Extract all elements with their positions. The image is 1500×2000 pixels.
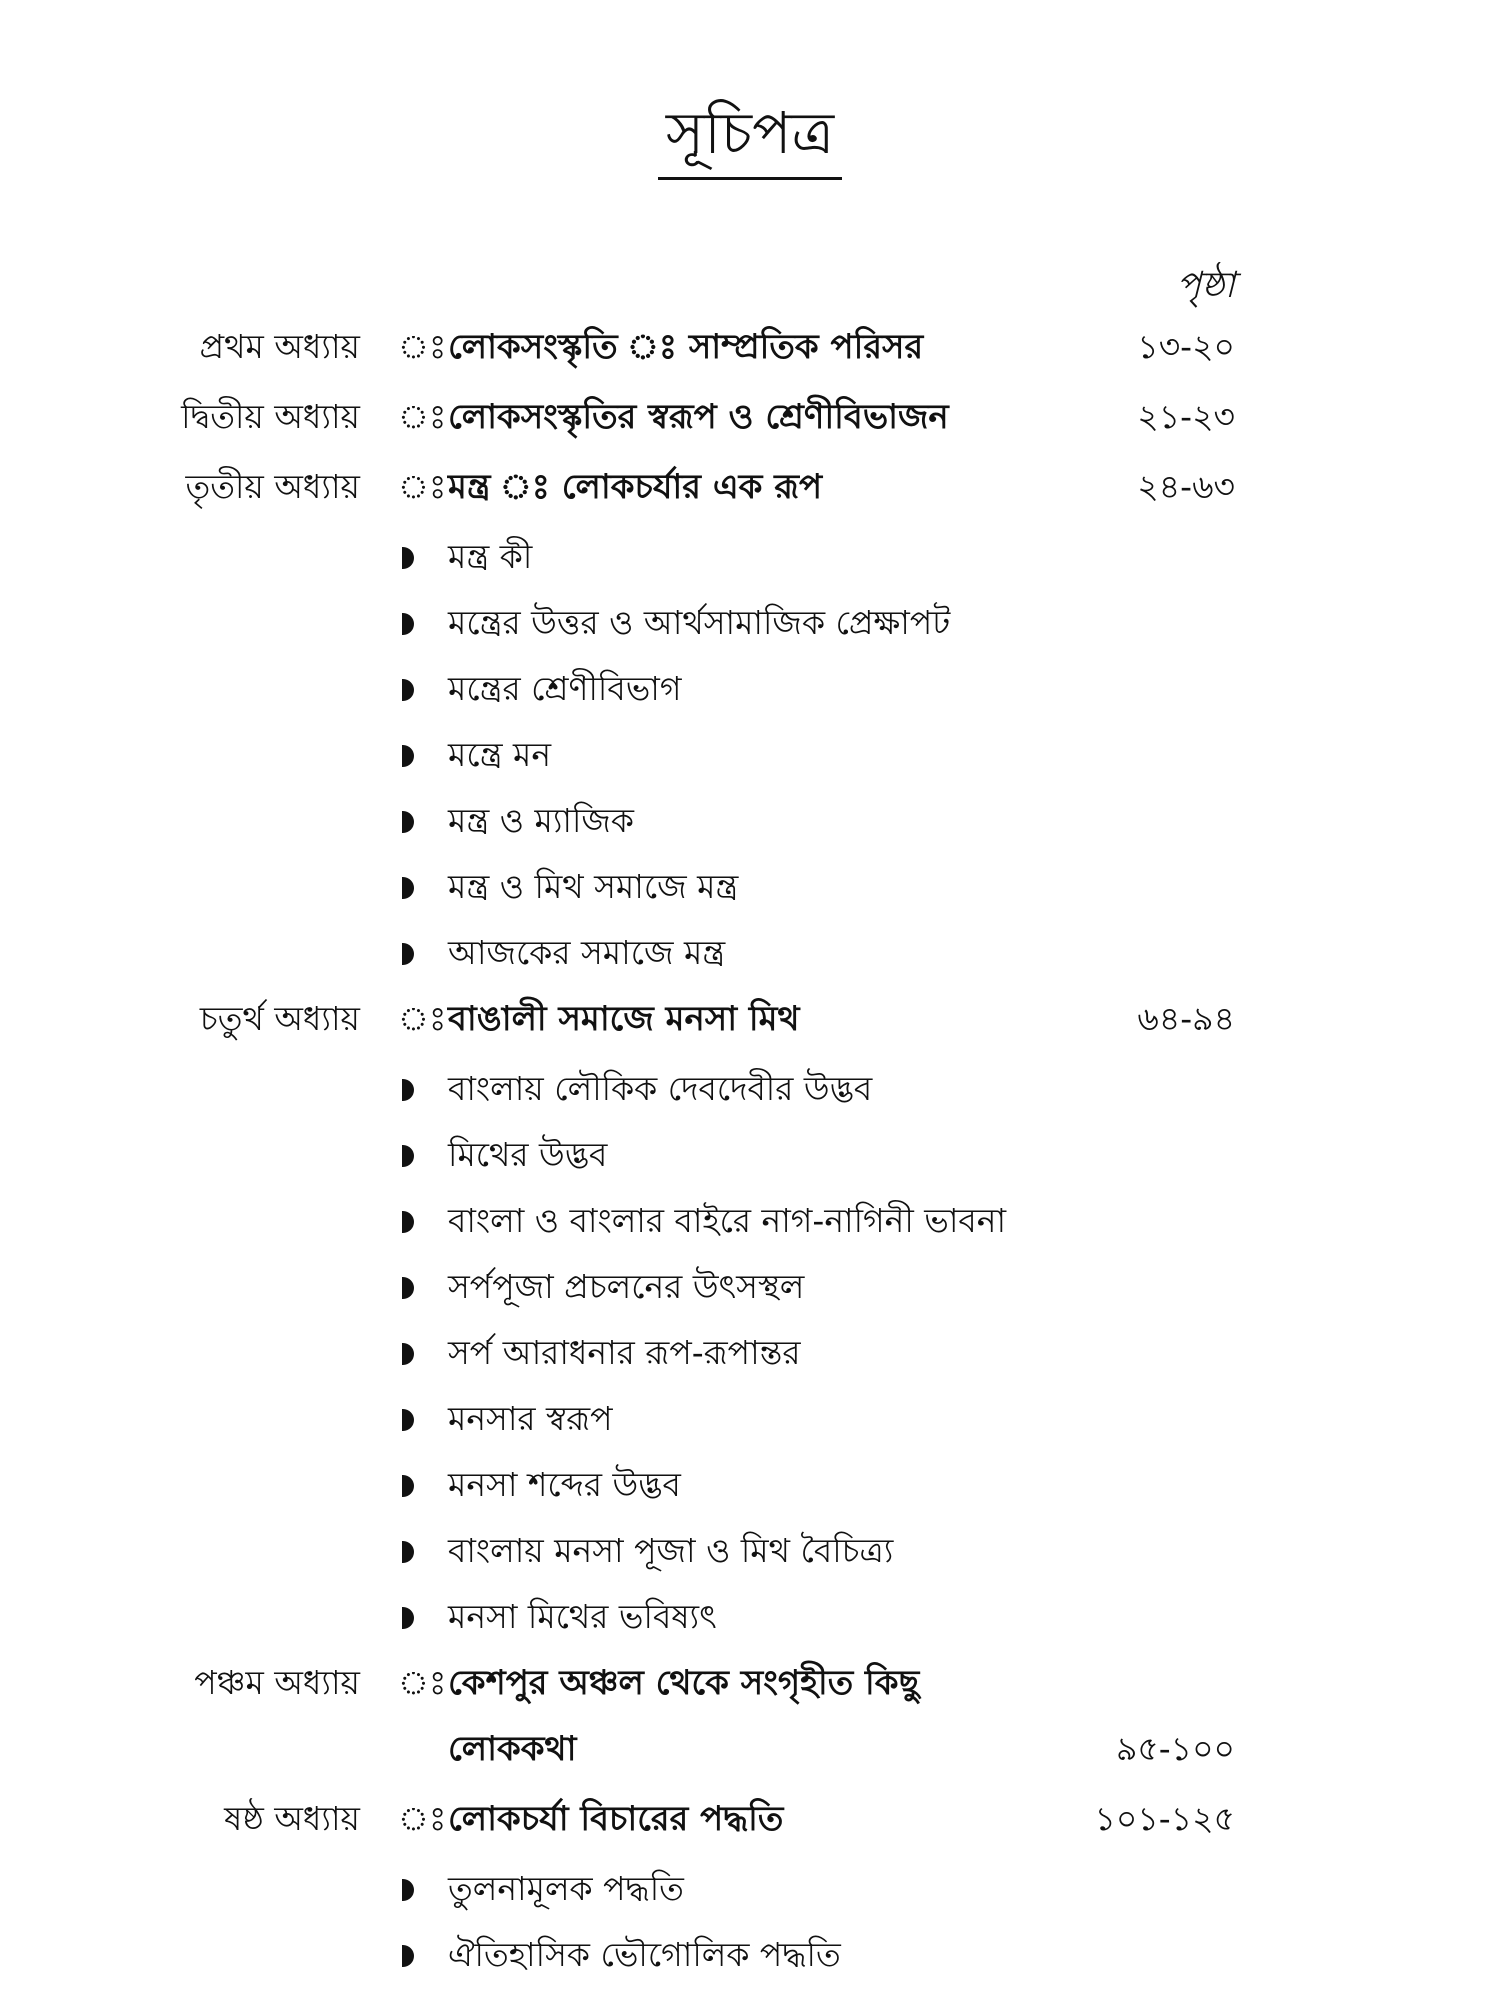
chapter-row [0, 992, 1500, 1062]
chapter-pages: ২৪-৬৩ [1137, 467, 1235, 506]
bullet-icon [402, 1475, 414, 1497]
section-title: মন্ত্র ও মিথ সমাজে মন্ত্র [448, 867, 739, 906]
bullet-icon [402, 1211, 414, 1233]
chapter-name: চতুর্থ অধ্যায় [199, 999, 360, 1038]
chapter-row [0, 1792, 1500, 1862]
section-title: বাংলায় লৌকিক দেবদেবীর উদ্ভব [448, 1069, 873, 1108]
list-item [0, 926, 1500, 992]
list-item [0, 1458, 1500, 1524]
page-title: সূচিপত্র [658, 100, 842, 180]
chapter-separator: ঃ [398, 999, 447, 1038]
section-title: মন্ত্রের শ্রেণীবিভাগ [448, 669, 682, 708]
section-title: মন্ত্রের উত্তর ও আর্থসামাজিক প্রেক্ষাপট [448, 603, 951, 642]
bullet-icon [402, 1945, 414, 1967]
chapter-separator: ঃ [398, 467, 447, 506]
section-title: মন্ত্রে মন [448, 735, 552, 774]
chapter-pages: ৯৫-১০০ [1115, 1729, 1235, 1768]
list-item [0, 530, 1500, 596]
list-item [0, 1194, 1500, 1260]
list-item [0, 662, 1500, 728]
section-title: মনসা মিথের ভবিষ্যৎ [448, 1597, 717, 1636]
section-title: সর্পপূজা প্রচলনের উৎসস্থল [448, 1267, 805, 1306]
list-item [0, 596, 1500, 662]
list-item [0, 1862, 1500, 1928]
chapter-pages: ১০১-১২৫ [1094, 1799, 1235, 1838]
list-item [0, 1928, 1500, 1994]
chapter-separator: ঃ [398, 327, 447, 366]
chapter-heading: লোকসংস্কৃতির স্বরূপ ও শ্রেণীবিভাজন [448, 397, 949, 437]
chapter-row [0, 1656, 1500, 1722]
section-title: মিথের উদ্ভব [448, 1135, 608, 1174]
chapter-heading: বাঙালী সমাজে মনসা মিথ [448, 999, 800, 1039]
section-title: সর্প আরাধনার রূপ-রূপান্তর [448, 1333, 801, 1372]
bullet-icon [402, 943, 414, 965]
chapter-heading: কেশপুর অঞ্চল থেকে সংগৃহীত কিছু [448, 1663, 920, 1703]
section-title: মনসার স্বরূপ [448, 1399, 613, 1438]
bullet-icon [402, 877, 414, 899]
section-title: বাংলায় মনসা পূজা ও মিথ বৈচিত্র্য [448, 1531, 894, 1570]
bullet-icon [402, 1145, 414, 1167]
chapter-pages: ২১-২৩ [1137, 397, 1235, 436]
bullet-icon [402, 613, 414, 635]
chapter-pages: ৬৪-৯৪ [1137, 999, 1235, 1038]
page-column-label: পৃষ্ঠা [1176, 265, 1235, 306]
section-title: আজকের সমাজে মন্ত্র [448, 933, 726, 972]
chapter-row [0, 390, 1500, 460]
chapter-heading: লোকসংস্কৃতি ঃ সাম্প্রতিক পরিসর [448, 327, 924, 367]
chapter-separator: ঃ [398, 397, 447, 436]
chapter-name: ষষ্ঠ অধ্যায় [224, 1799, 360, 1838]
list-item [0, 1392, 1500, 1458]
chapter-row [0, 320, 1500, 390]
bullet-icon [402, 547, 414, 569]
bullet-icon [402, 1079, 414, 1101]
bullet-icon [402, 811, 414, 833]
chapter-heading: লোকচর্যা বিচারের পদ্ধতি [448, 1799, 784, 1839]
toc-list [0, 320, 1500, 1994]
section-title: মনসা শব্দের উদ্ভব [448, 1465, 681, 1504]
chapter-heading-continued: লোককথা [448, 1729, 577, 1769]
chapter-pages: ১৩-২০ [1137, 327, 1235, 366]
chapter-name: পঞ্চম অধ্যায় [194, 1663, 360, 1702]
section-title: ঐতিহাসিক ভৌগোলিক পদ্ধতি [448, 1935, 841, 1974]
chapter-row-continued [0, 1722, 1500, 1792]
chapter-row [0, 460, 1500, 530]
bullet-icon [402, 1541, 414, 1563]
bullet-icon [402, 1343, 414, 1365]
chapter-name: দ্বিতীয় অধ্যায় [181, 397, 360, 436]
bullet-icon [402, 679, 414, 701]
list-item [0, 860, 1500, 926]
list-item [0, 1524, 1500, 1590]
section-title: মন্ত্র ও ম্যাজিক [448, 801, 635, 840]
chapter-separator: ঃ [398, 1799, 447, 1838]
list-item [0, 1590, 1500, 1656]
list-item [0, 1326, 1500, 1392]
chapter-name: তৃতীয় অধ্যায় [185, 467, 360, 506]
bullet-icon [402, 1879, 414, 1901]
bullet-icon [402, 1409, 414, 1431]
bullet-icon [402, 1607, 414, 1629]
list-item [0, 728, 1500, 794]
bullet-icon [402, 745, 414, 767]
list-item [0, 794, 1500, 860]
section-title: বাংলা ও বাংলার বাইরে নাগ-নাগিনী ভাবনা [448, 1201, 1007, 1240]
chapter-heading: মন্ত্র ঃ লোকচর্যার এক রূপ [448, 467, 823, 507]
chapter-name: প্রথম অধ্যায় [199, 327, 360, 366]
list-item [0, 1062, 1500, 1128]
list-item [0, 1128, 1500, 1194]
list-item [0, 1260, 1500, 1326]
chapter-separator: ঃ [398, 1663, 447, 1702]
section-title: মন্ত্র কী [448, 537, 533, 576]
bullet-icon [402, 1277, 414, 1299]
section-title: তুলনামূলক পদ্ধতি [448, 1869, 684, 1908]
